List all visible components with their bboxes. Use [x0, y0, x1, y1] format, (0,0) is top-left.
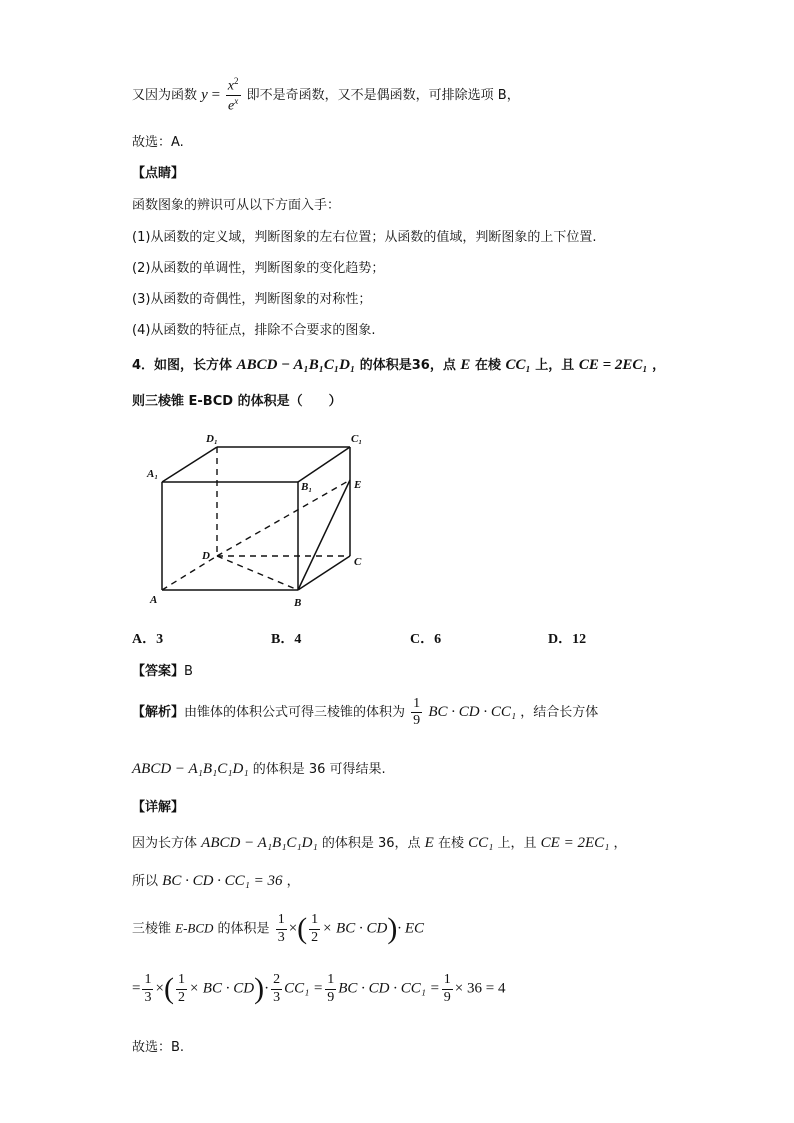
- answer-line: [132, 660, 193, 679]
- text: 的体积是36，点: [359, 358, 456, 373]
- option-d: D．12: [548, 632, 587, 647]
- math-eq: =: [207, 86, 224, 103]
- option-b: B．4: [271, 632, 302, 647]
- text: 因为长方体: [132, 836, 198, 851]
- text: 三棱锥: [132, 921, 176, 937]
- den: 9: [327, 989, 335, 1005]
- hidden-segment-de: [217, 480, 350, 556]
- text: 在棱: [474, 358, 501, 373]
- den: 2: [311, 929, 319, 945]
- choose-a: 故选：A.: [132, 135, 184, 150]
- text: 4．如图，长方体: [132, 358, 233, 373]
- math-e: e: [228, 98, 235, 114]
- intro-text: 函数图象的辨识可从以下方面入手：: [132, 198, 341, 213]
- fraction: [271, 972, 282, 1005]
- text: 在棱: [437, 836, 464, 851]
- num: 1: [325, 972, 336, 989]
- fraction-x2-ex: [226, 76, 241, 115]
- math-expr: BC · CD · CC₁ =: [338, 980, 440, 997]
- paren-close: ): [387, 912, 398, 945]
- detail-line-1: [132, 832, 627, 852]
- math-name: E-BCD: [175, 920, 214, 936]
- math-expr: CC₁ =: [284, 980, 324, 997]
- label-a: A: [150, 594, 158, 606]
- math-solid: ABCD − A₁B₁C₁D₁: [236, 357, 356, 373]
- hidden-segment-db: [217, 556, 298, 590]
- num: 1: [176, 972, 187, 989]
- label-d1: D₁: [206, 433, 218, 445]
- math-exp: x: [234, 95, 239, 106]
- label-e: E: [354, 479, 362, 491]
- label-a1: A₁: [147, 468, 159, 480]
- math-cc1: CC₁: [505, 357, 531, 373]
- dianjing-header: 【点睛】: [132, 166, 185, 181]
- analysis-label: 【解析】: [132, 705, 185, 721]
- text: ，: [613, 836, 627, 851]
- option-c: C．6: [410, 632, 442, 647]
- fraction: [176, 972, 187, 1005]
- detail-line-2: [132, 870, 300, 890]
- text: 即不是奇函数，又不是偶函数，可排除选项 B，: [246, 87, 520, 103]
- math-expr: · EC: [397, 920, 424, 937]
- paren-close: ): [254, 972, 265, 1005]
- question-4-line-1: [132, 354, 665, 374]
- math-y: y: [201, 86, 208, 103]
- label-b: B: [294, 597, 302, 609]
- math-cc1: CC₁: [468, 835, 494, 851]
- den: 3: [273, 989, 281, 1005]
- num: 1: [309, 912, 320, 929]
- math-ce-relation: CE = 2EC₁: [578, 357, 648, 373]
- edge-b1c1: [298, 447, 350, 482]
- paren-open: (: [297, 912, 308, 945]
- num: 1: [411, 696, 422, 713]
- text: 上，且: [535, 358, 575, 373]
- fraction: [442, 972, 453, 1005]
- choose-b: 故选：B.: [132, 1040, 185, 1055]
- point-3: (3)从函数的奇偶性，判断图象的对称性；: [132, 292, 372, 307]
- num: 2: [271, 972, 282, 989]
- math-expr: BC · CD · CC₁ = 36: [162, 873, 283, 889]
- math-expr: BC · CD · CC₁: [428, 704, 517, 721]
- line-function-remark: [132, 76, 520, 115]
- math-expr: × BC · CD: [188, 980, 255, 997]
- den: 3: [277, 929, 285, 945]
- cuboid-figure: [140, 428, 380, 618]
- text: 所以: [132, 874, 159, 889]
- text: ，结合长方体: [520, 705, 599, 721]
- detail-line-4: [132, 972, 505, 1006]
- fraction: [276, 912, 287, 945]
- detail-header: 【详解】: [132, 800, 185, 815]
- analysis-line-2: [132, 758, 386, 778]
- point-2: (2)从函数的单调性，判断图象的变化趋势；: [132, 261, 385, 276]
- den: 9: [413, 713, 421, 729]
- math-op: ×: [155, 980, 164, 997]
- point-1: (1)从函数的定义域，判断图象的左右位置；从函数的值域，判断图象的上下位置.: [132, 230, 597, 245]
- math-solid: ABCD − A₁B₁C₁D₁: [201, 835, 318, 851]
- den: 9: [443, 989, 451, 1005]
- answer-value: B: [184, 664, 193, 679]
- label-b1: B₁: [301, 481, 313, 493]
- point-4: (4)从函数的特征点，排除不合要求的图象.: [132, 323, 376, 338]
- math-ce-relation: CE = 2EC₁: [540, 835, 610, 851]
- text: ，: [652, 358, 666, 373]
- fraction: [309, 912, 320, 945]
- math-x: x: [227, 78, 235, 94]
- den: 2: [177, 989, 185, 1005]
- detail-line-3: [132, 912, 424, 946]
- option-a: A．3: [132, 632, 164, 647]
- fraction: [142, 972, 153, 1005]
- num: 1: [442, 972, 453, 989]
- question-4-line-2: 则三棱锥 E-BCD 的体积是（ ）: [132, 394, 342, 409]
- label-c1: C₁: [351, 433, 363, 445]
- math-op: ×: [288, 920, 298, 937]
- math-exp: 2: [234, 76, 239, 86]
- paren-open: (: [163, 972, 174, 1005]
- math-e-point: E: [460, 357, 471, 373]
- num: 1: [142, 972, 153, 989]
- math-e-point: E: [424, 835, 434, 851]
- math-expr: × 36 = 4: [454, 980, 506, 997]
- text: 的体积是 36，点: [321, 836, 421, 851]
- answer-label: 【答案】: [132, 664, 185, 679]
- text: 又因为函数: [132, 87, 198, 103]
- math-solid: ABCD − A₁B₁C₁D₁: [132, 761, 249, 777]
- text: ，: [286, 874, 300, 889]
- text: 上，且: [497, 836, 537, 851]
- label-c: C: [354, 556, 362, 568]
- math-op: ·: [264, 980, 270, 997]
- math-op: =: [132, 980, 141, 997]
- den: 3: [144, 989, 152, 1005]
- text: 的体积是 36 可得结果.: [252, 762, 386, 777]
- math-expr: × BC · CD: [322, 920, 388, 937]
- num: 1: [276, 912, 287, 929]
- analysis-line-1: [132, 696, 598, 729]
- text: 由锥体的体积公式可得三棱锥的体积为: [184, 705, 406, 721]
- fraction: [325, 972, 336, 1005]
- text: 的体积是: [213, 921, 270, 937]
- label-d: D: [202, 550, 210, 562]
- fraction-1-9: [411, 696, 422, 729]
- edge-a1d1: [162, 447, 217, 482]
